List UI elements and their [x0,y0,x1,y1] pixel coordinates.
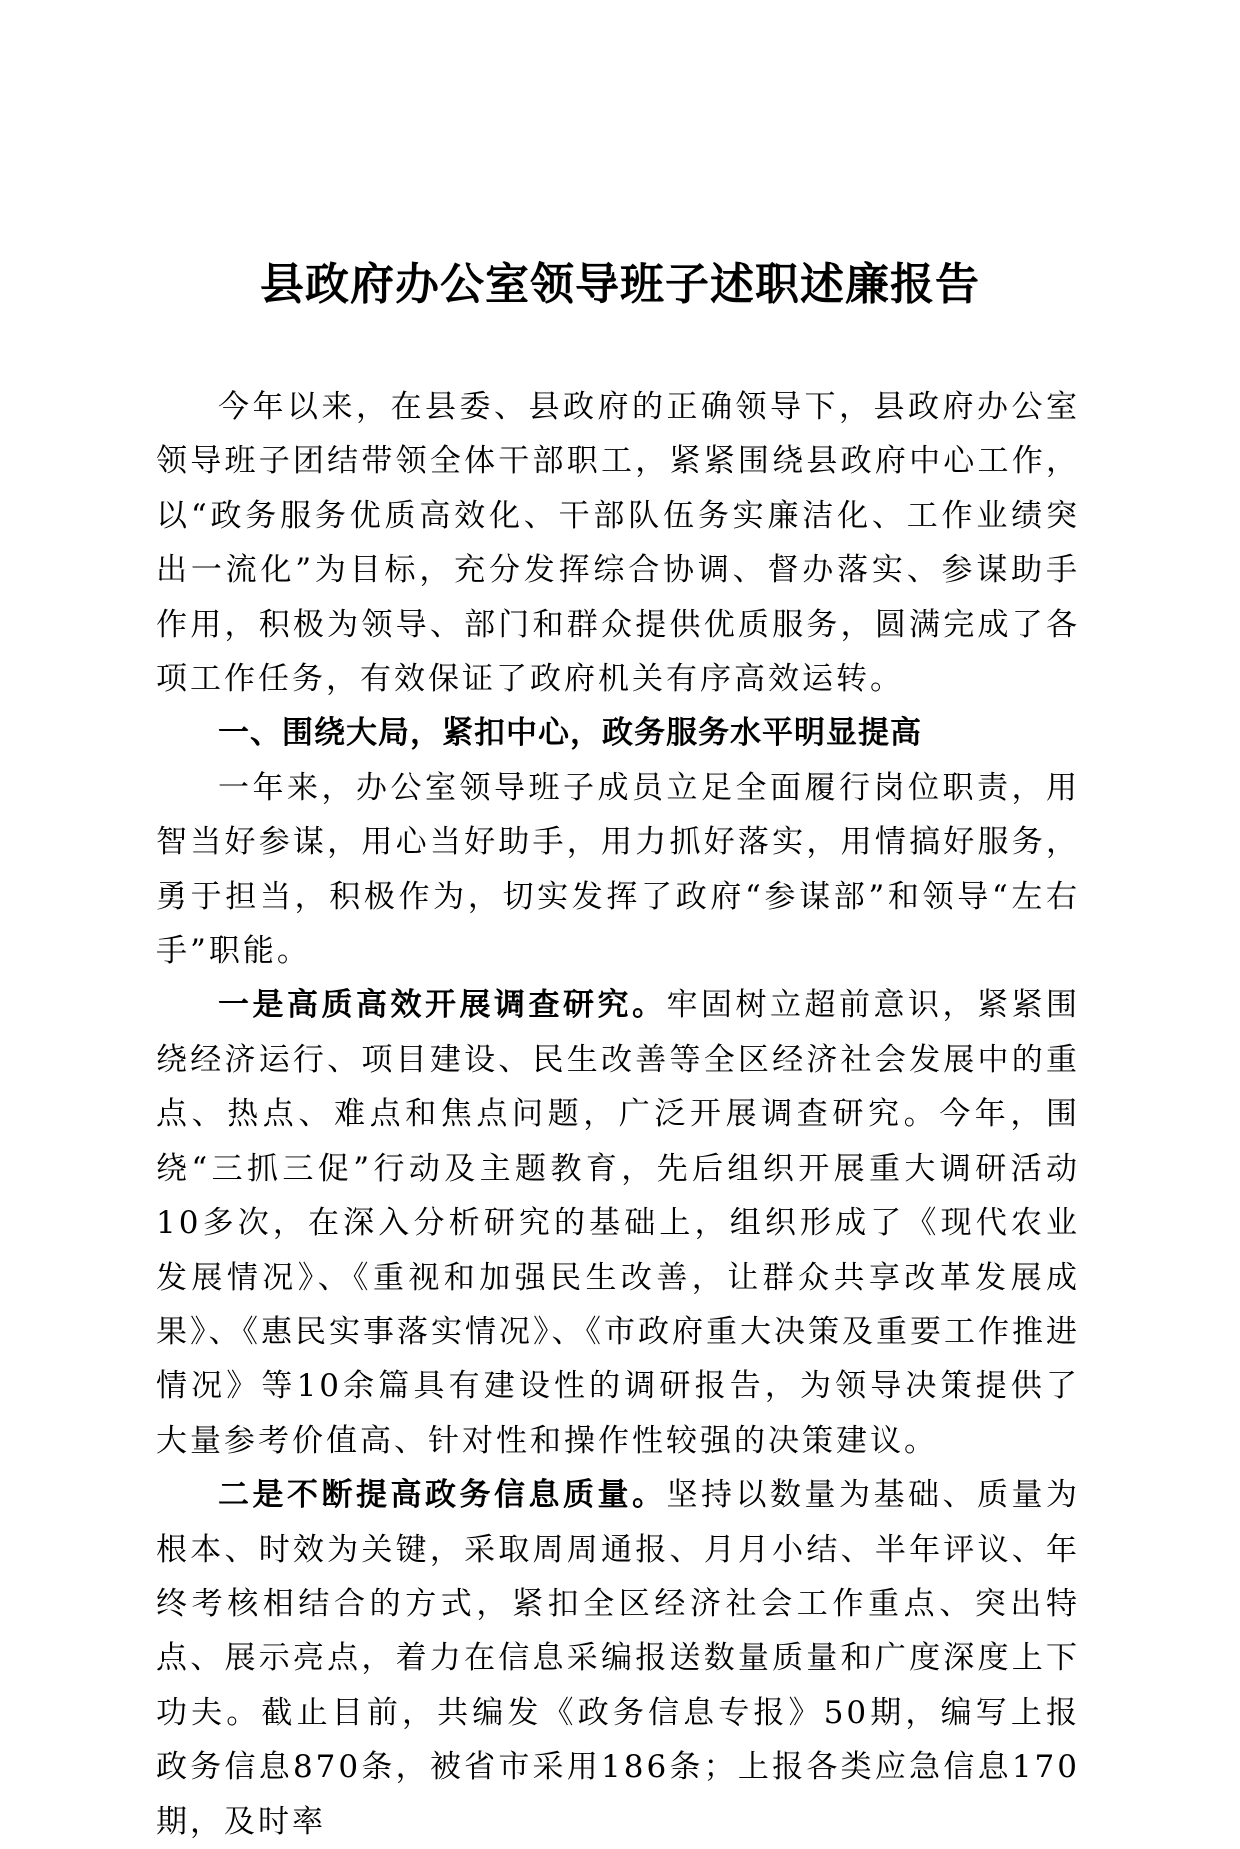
item-paragraph-research [156,978,1080,1468]
document-title: 县政府办公室领导班子述职述廉报告 [260,259,980,310]
section-heading: 一、围绕大局，紧扣中心，政务服务水平明显提高 [218,715,922,752]
item-text: 坚持以数量为基础、质量为根本、时效为关键，采取周周通报、月月小结、半年评议、年终考核相结合的方式，紧扣全区经济社会工作重点、突出特点、展示亮点，着力在信息采编报送数量质量和广度深度上下功夫。截止目前，共编发《政务信息专报》50期，编写上报政务信息870条，被省市采用186条；上报各类应急信息170期，及时率 [156,1477,1080,1840]
item-lead: 二是不断提高政务信息质量。 [218,1477,667,1514]
item-lead: 一是高质高效开展调查研究。 [218,987,667,1024]
item-text: 牢固树立超前意识，紧紧围绕经济运行、项目建设、民生改善等全区经济社会发展中的重点、热点、难点和焦点问题，广泛开展调查研究。今年，围绕“三抓三促”行动及主题教育，先后组织开展重大调研活动10多次，在深入分析研究的基础上，组织形成了《现代农业发展情况》、《重视和加强民生改善，让群众共享改革发展成果》、《惠民实事落实情况》、《市政府重大决策及重要工作推进情况》等10余篇具有建设性的调研报告，为领导决策提供了大量参考价值高、针对性和操作性较强的决策建议。 [156,987,1080,1459]
intro-paragraph: 今年以来，在县委、县政府的正确领导下，县政府办公室领导班子团结带领全体干部职工，紧紧围绕县政府中心工作，以“政务服务优质高效化、干部队伍务实廉洁化、工作业绩突出一流化”为目标，充分发挥综合协调、督办落实、参谋助手作用，积极为领导、部门和群众提供优质服务，圆满完成了各项工作任务，有效保证了政府机关有序高效运转。 [156,389,1080,698]
item-paragraph-information [156,1468,1080,1849]
section-summary-paragraph: 一年来，办公室领导班子成员立足全面履行岗位职责，用智当好参谋，用心当好助手，用力抓好落实，用情搞好服务，勇于担当，积极作为，切实发挥了政府“参谋部”和领导“左右手”职能。 [156,769,1080,970]
document-body [156,380,1080,1849]
